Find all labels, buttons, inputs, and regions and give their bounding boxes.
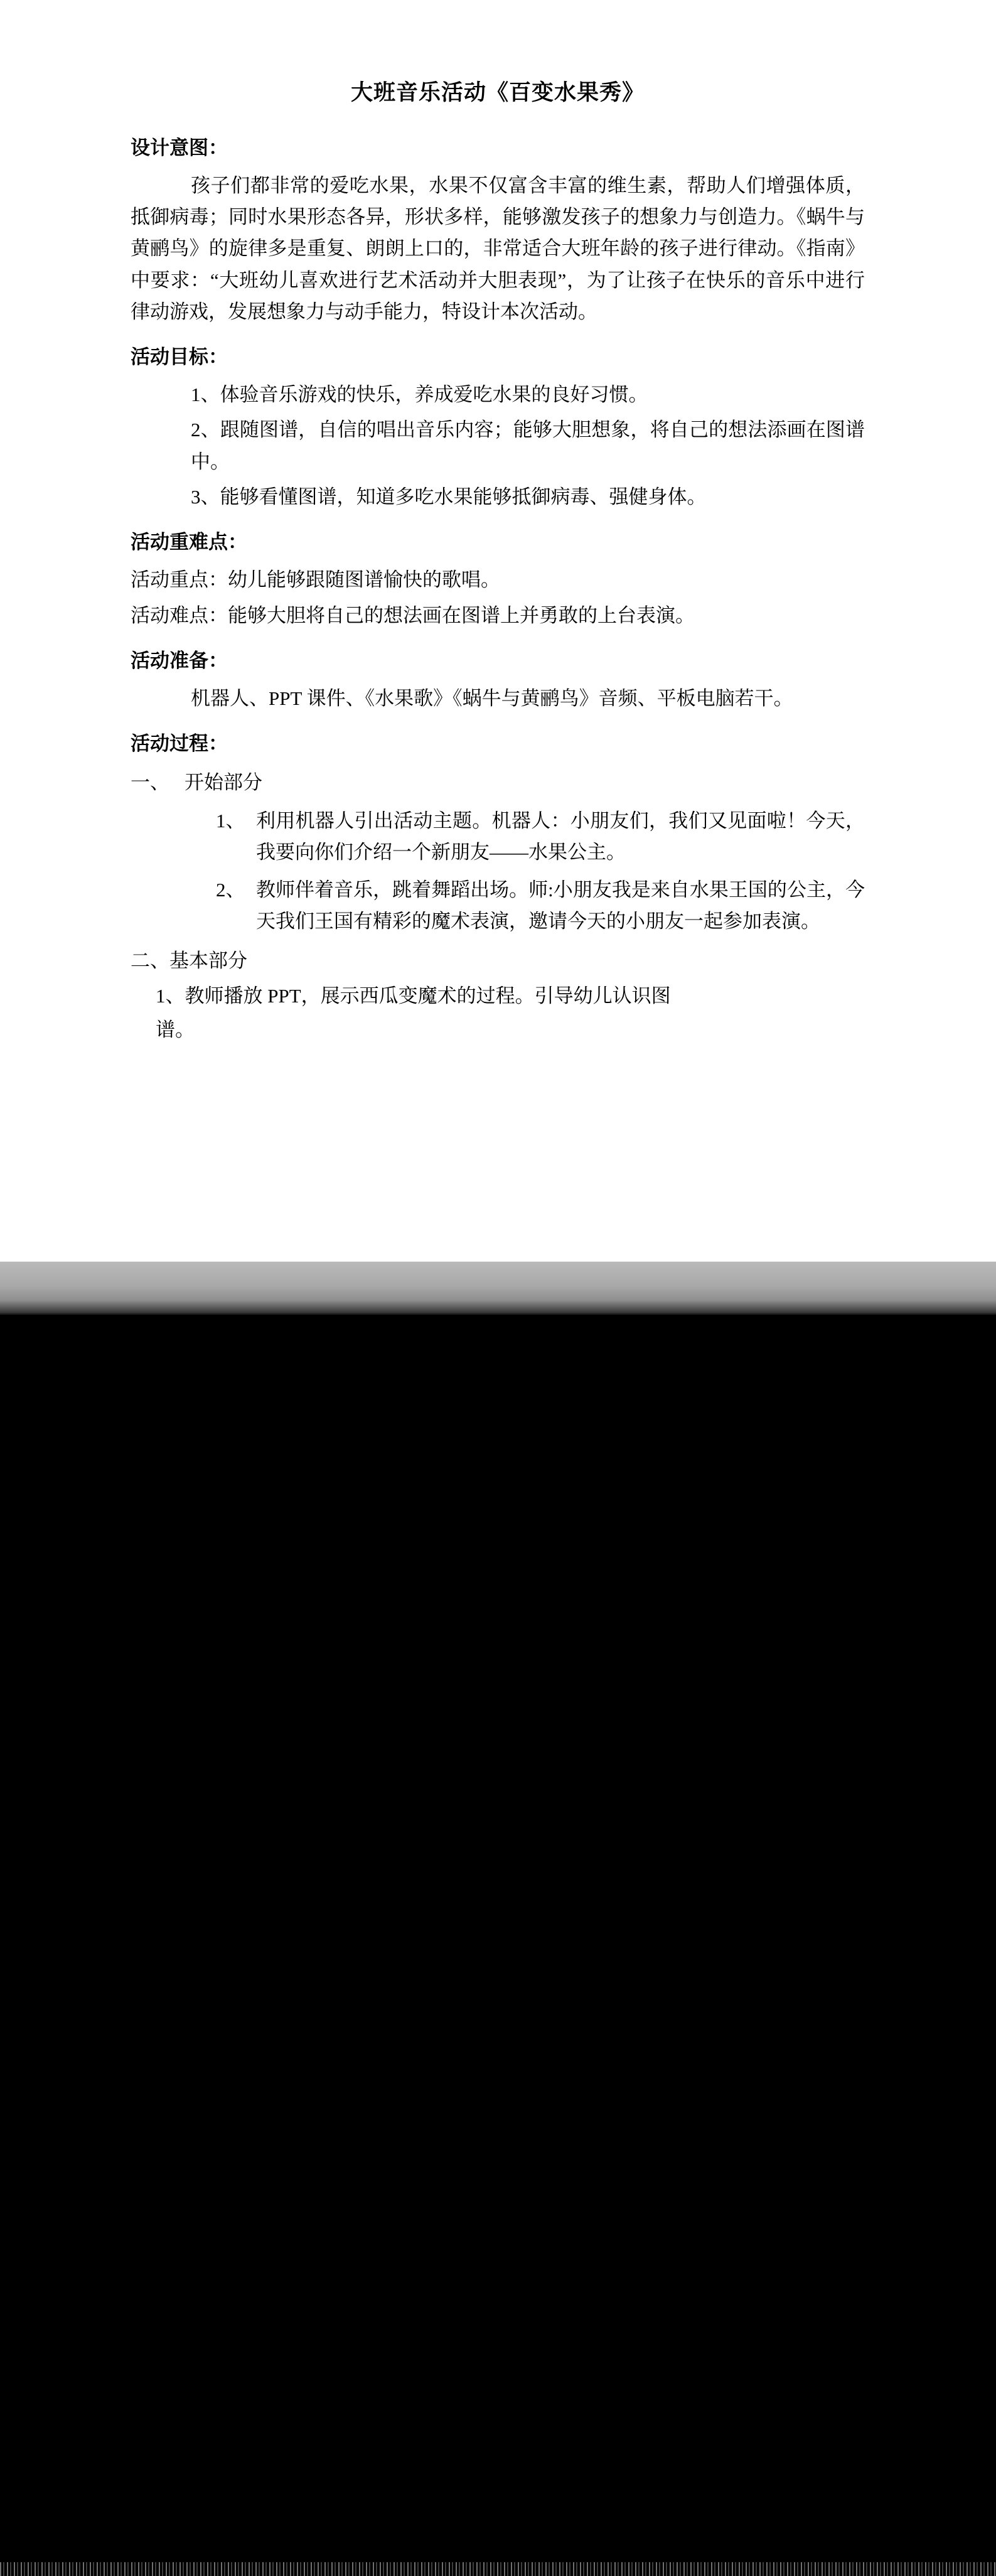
document-page [0, 0, 996, 1277]
part-two-item-1-continued: 谱。 [156, 1018, 195, 1041]
process-part-one [131, 767, 865, 798]
process-part-two: 二、基本部分 [131, 949, 247, 972]
heading-design-intent: 设计意图： [131, 136, 228, 159]
scan-grey-band [0, 1262, 996, 1315]
paragraph-design-intent: 孩子们都非常的爱吃水果，水果不仅富含丰富的维生素，帮助人们增强体质，抵御病毒；同时水果形态各异，形状多样，能够激发孩子的想象力与创造力。《蜗牛与黄鹂鸟》的旋律多是重复、朗朗上口的，非常适合大班年龄的孩子进行律动。《指南》中要求：“大班幼儿喜欢进行艺术活动并大胆表现”，为了让孩子在快乐的音乐中进行律动游戏，发展想象力与动手能力，特设计本次活动。 [131, 174, 865, 323]
goal-item-1: 1、体验音乐游戏的快乐，养成爱吃水果的良好习惯。 [191, 384, 648, 406]
page-title: 大班音乐活动《百变水果秀》 [350, 80, 645, 105]
document-body [131, 75, 865, 1048]
part-one-title: 开始部分 [185, 771, 262, 794]
part-one-number: 一、 [131, 771, 169, 794]
part-one-item-2-text: 教师伴着音乐，跳着舞蹈出场。师:小朋友我是来自水果王国的公主，今天我们王国有精彩的魔术表演，邀请今天的小朋友一起参加表演。 [256, 879, 865, 933]
heading-activity-process: 活动过程： [131, 733, 228, 755]
goal-item-2: 2、跟随图谱，自信的唱出音乐内容；能够大胆想象，将自己的想法添画在图谱中。 [191, 419, 865, 473]
part-one-item-1-text: 利用机器人引出活动主题。机器人：小朋友们，我们又见面啦！今天，我要向你们介绍一个新朋友——水果公主。 [256, 809, 865, 863]
part-one-item-2 [131, 874, 865, 937]
paragraph-key-point: 活动重点：幼儿能够跟随图谱愉快的歌唱。 [131, 569, 500, 591]
part-one-item-1 [131, 805, 865, 868]
part-two-item-1: 1、教师播放 PPT，展示西瓜变魔术的过程。引导幼儿认识图 [156, 984, 671, 1007]
paragraph-preparation: 机器人、PPT 课件、《水果歌》《蜗牛与黄鹂鸟》音频、平板电脑若干。 [191, 687, 793, 709]
goal-item-3: 3、能够看懂图谱，知道多吃水果能够抵御病毒、强健身体。 [191, 485, 707, 508]
heading-activity-preparation: 活动准备： [131, 649, 228, 672]
part-one-item-2-number: 2、 [216, 879, 245, 901]
empty-black-area [0, 1315, 996, 2425]
paragraph-difficult-point: 活动难点：能够大胆将自己的想法画在图谱上并勇敢的上台表演。 [131, 604, 695, 626]
heading-activity-goals: 活动目标： [131, 346, 228, 368]
part-one-item-1-number: 1、 [216, 809, 245, 832]
heading-key-difficult-points: 活动重难点： [131, 531, 247, 554]
scan-noise-strip [0, 2562, 996, 2576]
